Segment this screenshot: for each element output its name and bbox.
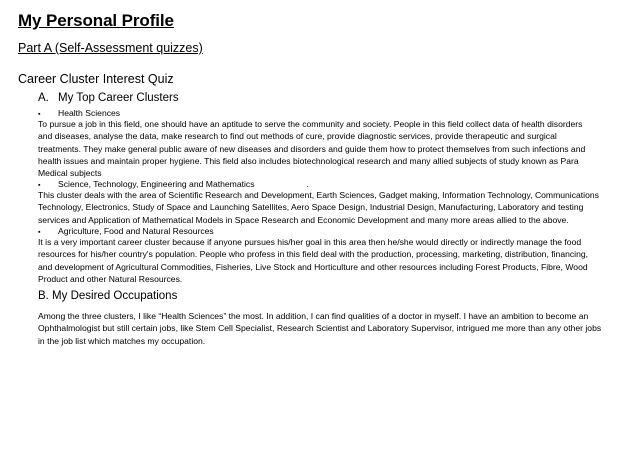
- section-a-title: My Top Career Clusters: [58, 92, 179, 104]
- cluster-description-health: [38, 118, 620, 179]
- paragraph-line: Technology, Electronics, Study of Space and Launching Satellites, Aero Space Design, Industrial Design, Manufacturing, Laboratory and testing: [38, 202, 584, 213]
- paragraph-line: health issues and maintain proper hygiene. This field also includes biotechnological research and many allied subjects of study known as Para: [38, 155, 579, 166]
- cluster-name: Agriculture, Food and Natural Resources: [58, 226, 214, 236]
- cluster-name-suffix: .: [306, 179, 309, 189]
- paragraph-line: in the job list which matches my occupation.: [38, 335, 206, 346]
- paragraph-line: and development of Agricultural Commodities, Fisheries, Live Stock and Horticulture and other resources including Forest Products, Fibre, Wood: [38, 261, 588, 272]
- part-heading: Part A (Self-Assessment quizzes): [18, 41, 203, 55]
- paragraph-line: This cluster deals with the area of Scientific Research and Development, Earth Sciences, Gadget making, Information Technology, Communications: [38, 190, 599, 200]
- paragraph-line: It is a very important career cluster because if anyone pursues his/her goal in this area then he/she would directly or indirectly manage the food: [38, 237, 582, 247]
- paragraph-line: To pursue a job in this field, one should have an aptitude to serve the community and society. People in this field collect data of health disorders: [38, 119, 583, 129]
- bullet-icon: ▪: [38, 111, 41, 118]
- cluster-heading-health: [38, 108, 120, 118]
- cluster-heading-stem: [38, 179, 309, 189]
- bullet-icon: ▪: [38, 182, 41, 189]
- page-title: My Personal Profile: [18, 11, 174, 30]
- bullet-icon: ▪: [38, 229, 41, 236]
- paragraph-line: Among the three clusters, I like “Health Sciences” the most. In addition, I can find qualities of a doctor in myself. I have an ambition to become an: [38, 311, 589, 321]
- cluster-name: Health Sciences: [58, 108, 121, 118]
- paragraph-line: Medical subjects: [38, 168, 102, 179]
- paragraph-line: Product and other Natural Resources.: [38, 273, 183, 284]
- section-a-heading: [38, 92, 179, 104]
- paragraph-line: services and Application of Mathematical Models in Space Research and Economic Development and many more areas allied to the above.: [38, 214, 569, 225]
- cluster-name: Science, Technology, Engineering and Mathematics: [58, 179, 255, 189]
- paragraph-line: treatments. They make general public aware of new diseases and disorders and guide them how to protect themselves from such infections and: [38, 143, 586, 154]
- quiz-title: Career Cluster Interest Quiz: [18, 72, 174, 86]
- section-b-heading: B. My Desired Occupations: [38, 290, 178, 302]
- desired-occupations-paragraph: [38, 310, 620, 347]
- cluster-description-agriculture: [38, 236, 620, 285]
- paragraph-line: and diseases, analyse the data, make research to find out methods of cure, provide diagnostic services, provide therapeutic and surgical: [38, 131, 557, 142]
- section-a-letter: A.: [38, 92, 49, 104]
- cluster-description-stem: [38, 189, 620, 226]
- paragraph-line: resources for his/her country's population. People who profess in this field deal with the production, processing, marketing, distribution, financing,: [38, 249, 589, 260]
- paragraph-line: Ophthalmologist but still certain jobs, like Stem Cell Specialist, Research Scientist and Laboratory Supervisor, intrigued me more than any other jobs: [38, 323, 602, 334]
- cluster-heading-agriculture: [38, 226, 214, 236]
